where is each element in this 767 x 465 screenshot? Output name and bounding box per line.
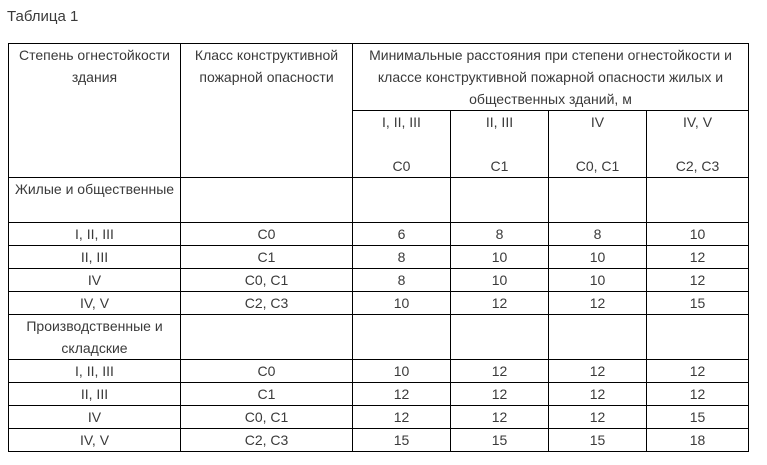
table-row — [9, 269, 749, 292]
cell-class: С0, С1 — [181, 406, 353, 429]
subcolumn-class: С1 — [490, 158, 509, 174]
table-cell — [181, 315, 353, 360]
cell-value: 10 — [549, 269, 647, 292]
cell-value: 15 — [549, 429, 647, 452]
cell-value: 18 — [647, 429, 749, 452]
table-row — [9, 360, 749, 383]
cell-value: 15 — [353, 429, 451, 452]
table-cell — [647, 178, 749, 223]
subcolumn-degree: I, II, III — [382, 114, 421, 130]
cell-value: 12 — [647, 246, 749, 269]
subcolumn-degree: IV, V — [682, 114, 713, 130]
header-class: Класс конструктивной пожарной опасности — [181, 44, 353, 178]
header-row — [9, 44, 749, 111]
subcolumn-header — [451, 111, 549, 178]
cell-value: 15 — [647, 406, 749, 429]
cell-class: С0, С1 — [181, 269, 353, 292]
cell-class: С0 — [181, 360, 353, 383]
cell-value: 12 — [451, 383, 549, 406]
cell-degree: IV, V — [9, 292, 181, 315]
cell-value: 12 — [647, 360, 749, 383]
table-cell — [353, 315, 451, 360]
cell-value: 8 — [451, 223, 549, 246]
cell-degree: IV — [9, 269, 181, 292]
cell-value: 12 — [353, 383, 451, 406]
table-cell — [353, 178, 451, 223]
cell-value: 12 — [451, 292, 549, 315]
group-row — [9, 315, 749, 360]
fire-distance-table — [8, 43, 749, 452]
subcolumn-class: С0, С1 — [575, 158, 620, 174]
cell-value: 15 — [451, 429, 549, 452]
cell-degree: IV — [9, 406, 181, 429]
subcolumn-header — [353, 111, 451, 178]
header-degree: Степень огнестойкости здания — [9, 44, 181, 178]
table-row — [9, 246, 749, 269]
cell-value: 12 — [647, 269, 749, 292]
table-row — [9, 292, 749, 315]
cell-value: 6 — [353, 223, 451, 246]
cell-value: 10 — [353, 360, 451, 383]
cell-value: 12 — [549, 292, 647, 315]
cell-class: С1 — [181, 383, 353, 406]
table-row — [9, 406, 749, 429]
subcolumn-class: С2, С3 — [675, 158, 720, 174]
table-cell — [451, 178, 549, 223]
cell-value: 12 — [647, 383, 749, 406]
cell-value: 12 — [549, 383, 647, 406]
cell-class: С1 — [181, 246, 353, 269]
cell-value: 12 — [549, 360, 647, 383]
cell-class: С2, С3 — [181, 292, 353, 315]
cell-class: С0 — [181, 223, 353, 246]
cell-value: 12 — [353, 406, 451, 429]
cell-value: 8 — [353, 269, 451, 292]
table-row — [9, 383, 749, 406]
table-cell — [549, 178, 647, 223]
cell-class: С2, С3 — [181, 429, 353, 452]
cell-value: 12 — [451, 360, 549, 383]
cell-value: 8 — [549, 223, 647, 246]
group-title: Жилые и общественные — [9, 178, 181, 223]
cell-degree: II, III — [9, 246, 181, 269]
table-cell — [549, 315, 647, 360]
table-cell — [181, 178, 353, 223]
table-caption: Таблица 1 — [7, 8, 79, 25]
group-title: Производственные и складские — [9, 315, 181, 360]
table-cell — [647, 315, 749, 360]
subcolumn-degree: II, III — [485, 114, 514, 130]
subcolumn-degree: IV — [590, 114, 605, 130]
cell-value: 8 — [353, 246, 451, 269]
cell-degree: IV, V — [9, 429, 181, 452]
cell-value: 10 — [451, 246, 549, 269]
table-cell — [451, 315, 549, 360]
cell-degree: II, III — [9, 383, 181, 406]
cell-value: 12 — [549, 406, 647, 429]
cell-degree: I, II, III — [9, 223, 181, 246]
cell-degree: I, II, III — [9, 360, 181, 383]
header-min-distances: Минимальные расстояния при степени огнестойкости и классе конструктивной пожарной опасности жилых и общественных зданий, м — [353, 44, 749, 111]
subcolumn-class: С0 — [392, 158, 411, 174]
cell-value: 10 — [451, 269, 549, 292]
subcolumn-header — [549, 111, 647, 178]
table-row — [9, 223, 749, 246]
cell-value: 12 — [451, 406, 549, 429]
subcolumn-header — [647, 111, 749, 178]
cell-value: 10 — [353, 292, 451, 315]
group-row — [9, 178, 749, 223]
cell-value: 15 — [647, 292, 749, 315]
cell-value: 10 — [549, 246, 647, 269]
table-row — [9, 429, 749, 452]
cell-value: 10 — [647, 223, 749, 246]
